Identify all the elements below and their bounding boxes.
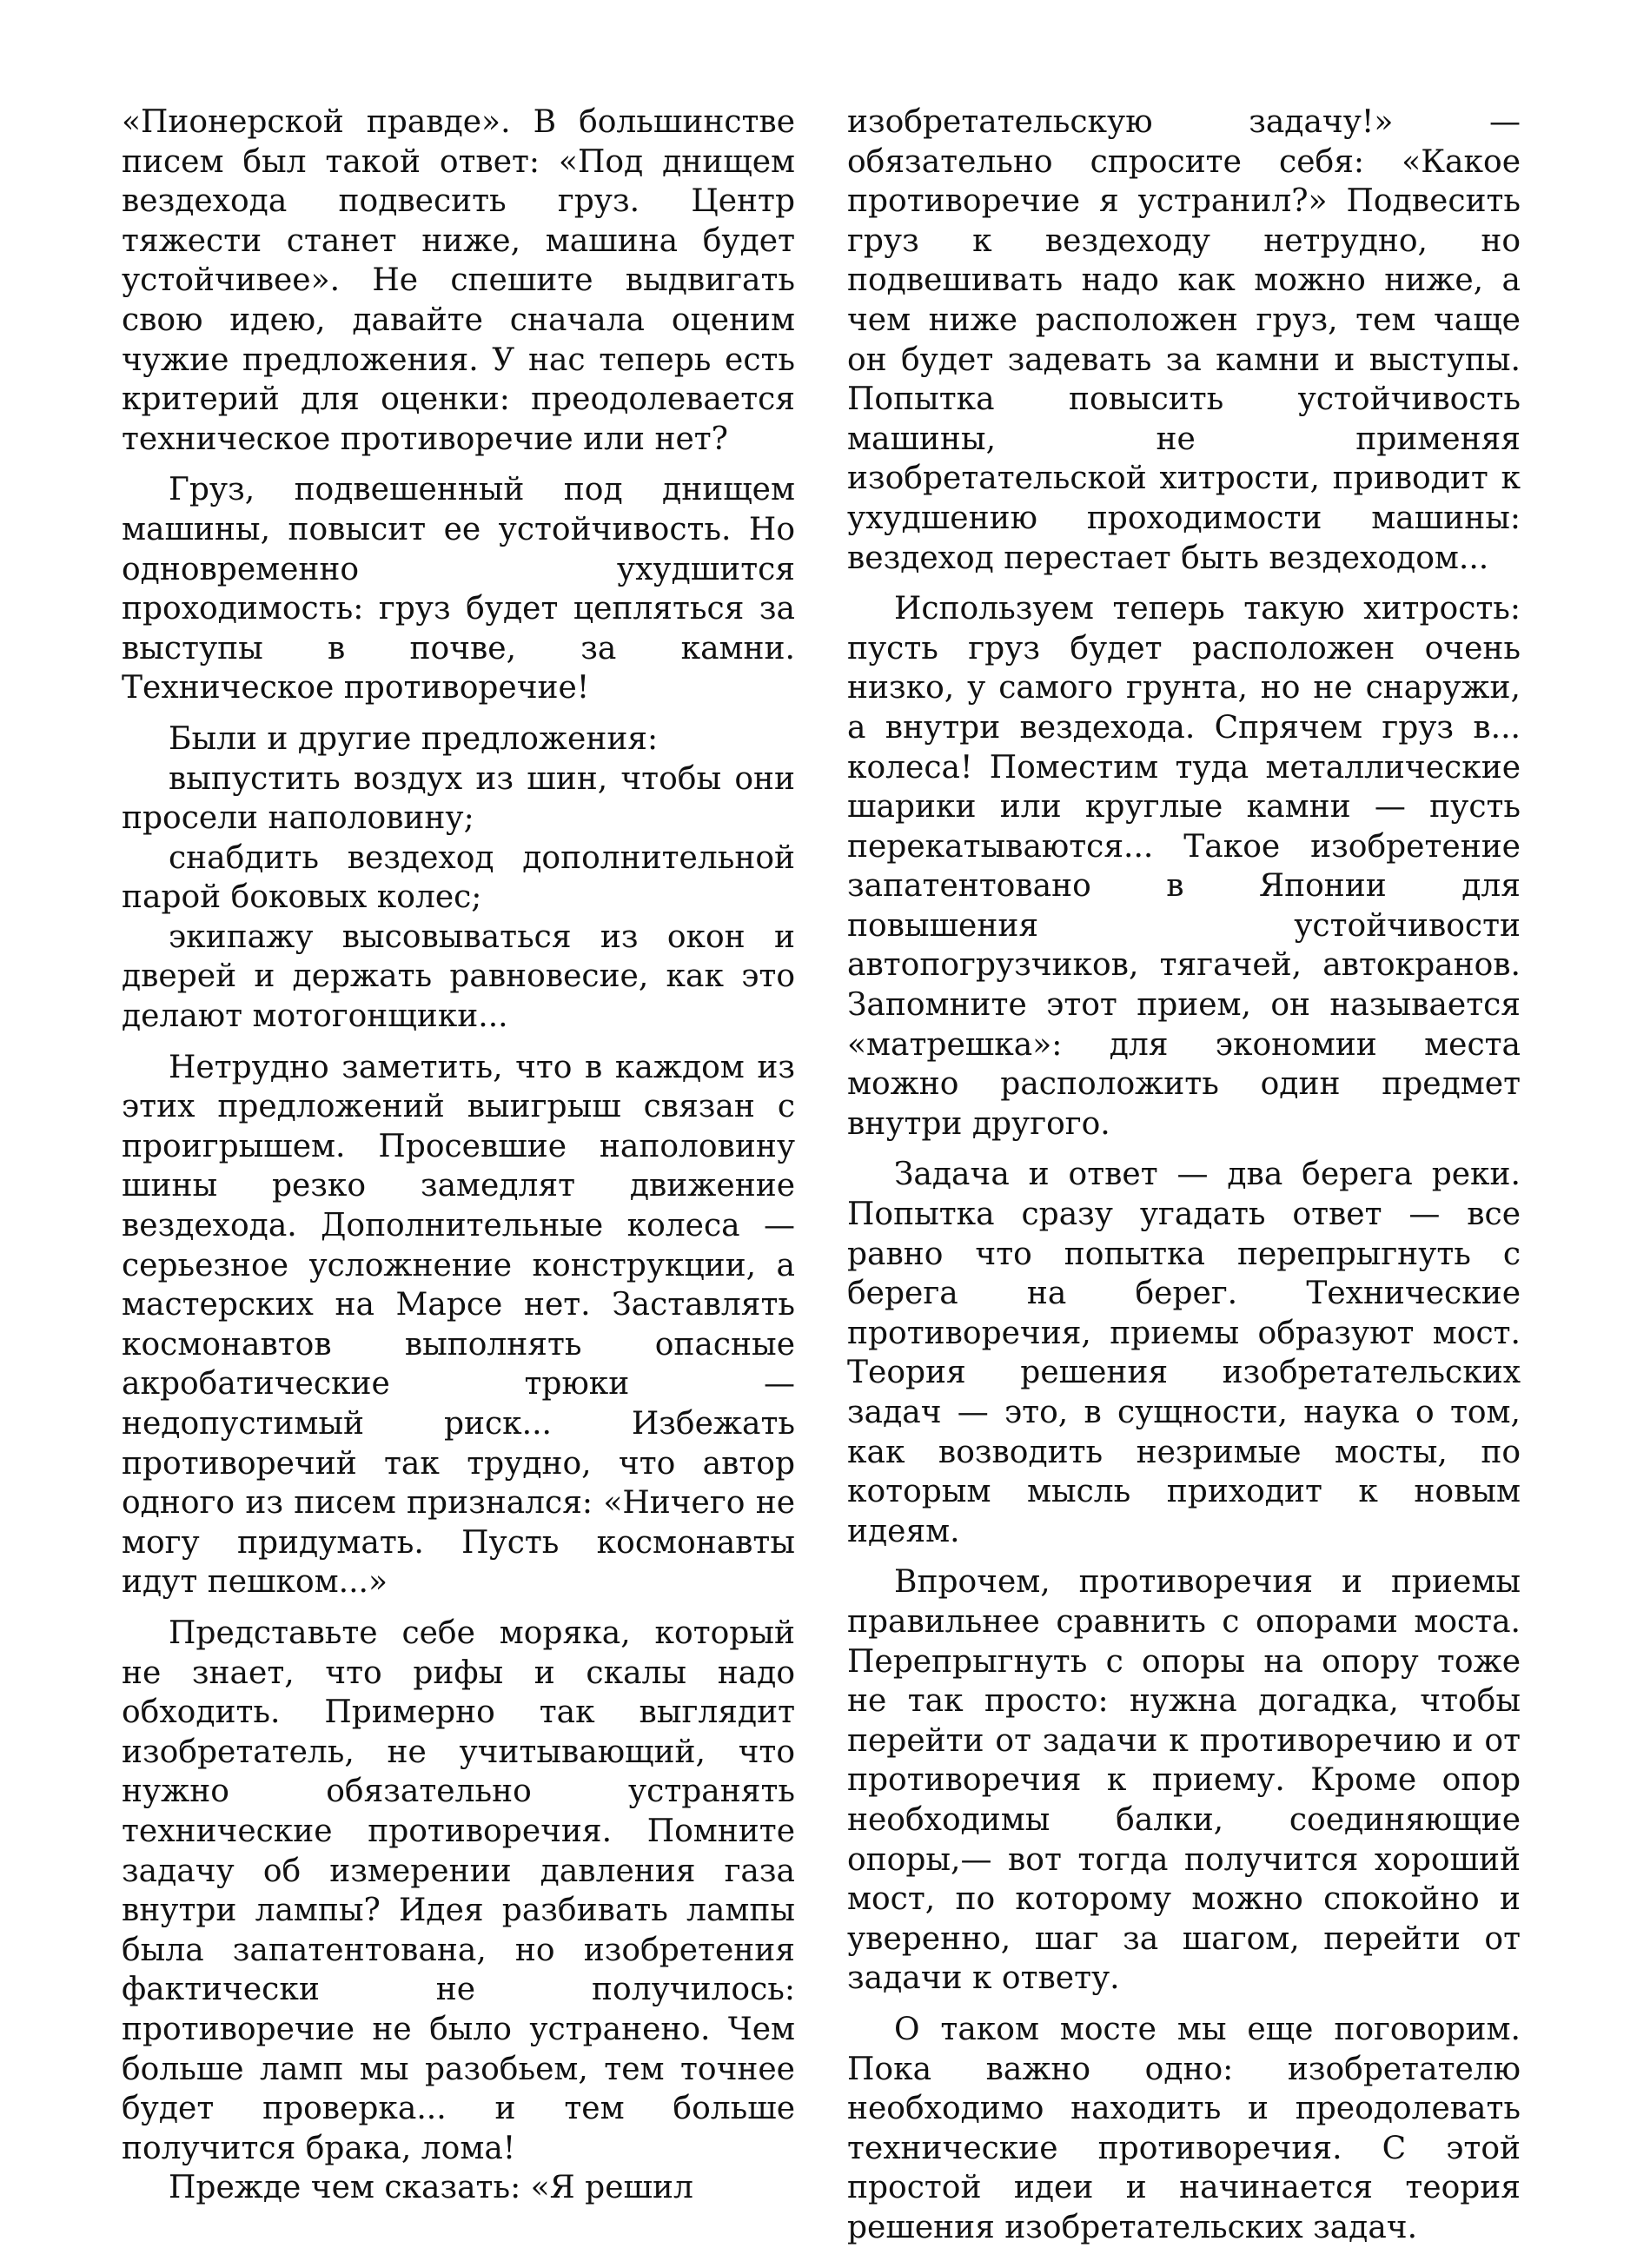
left-column: [122, 103, 795, 2219]
paragraph: Представьте себе моряка, который не знает, что рифы и скалы надо обходить. Примерно так выглядит изобретатель, не учитывающий, что нужно обязательно устранять технические противоречия. Помните задачу об измерении давления газа внутри лампы? Идея разбивать лампы была запатентована, но изобретения фактически не получилось: противоречие не было устранено. Чем больше ламп мы разобьем, тем точнее будет проверка... и тем больше получится брака, лома!: [122, 1615, 795, 2166]
paragraph: О таком мосте мы еще поговорим. Пока важно одно: изобретателю необходимо находить и преодолевать технические противоречия. С этой простой идеи и начинается теория решения изобретательских задач.: [847, 2011, 1521, 2245]
paragraph: Прежде чем сказать: «Я решил: [169, 2170, 693, 2206]
paragraph: Используем теперь такую хитрость: пусть груз будет расположен очень низко, у самого грунта, но не снаружи, а внутри вездехода. Спрячем груз в... колеса! Поместим туда металлические шарики или круглые камни — пусть перекатываются... Такое изобретение запатентовано в Японии для повышения устойчивости автопогрузчиков, тягачей, автокранов. Запомните этот прием, он называется «матрешка»: для экономии места можно расположить один предмет внутри другого.: [847, 591, 1521, 1142]
paragraph: «Пионерской правде». В большинстве писем был такой ответ: «Под днищем вездехода подвесить груз. Центр тяжести станет ниже, машина будет устойчивее». Не спешите выдвигать свою идею, давайте сначала оценим чужие предложения. У нас теперь есть критерий для оценки: преодолевается техническое противоречие или нет?: [122, 104, 795, 457]
paragraph: Задача и ответ — два берега реки. Попытка сразу угадать ответ — все равно что попытка перепрыгнуть с берега на берег. Технические противоречия, приемы образуют мост. Теория решения изобретательских задач — это, в сущности, наука о том, как возводить незримые мосты, по которым мысль приходит к новым идеям.: [847, 1157, 1521, 1549]
list-item: снабдить вездеход дополнительной парой боковых колес;: [122, 839, 795, 916]
paragraph: Нетрудно заметить, что в каждом из этих предложений выигрыш связан с проигрышем. Просевшие наполовину шины резко замедлят движение вездехода. Дополнительные колеса — серьезное усложнение конструкции, а мастерских на Марсе нет. Заставлять космонавтов выполнять опасные акробатические трюки — недопустимый риск... Избежать противоречий так трудно, что автор одного из писем признался: «Ничего не могу придумать. Пусть космонавты идут пешком...»: [122, 1049, 795, 1601]
list-item: экипажу высовываться из окон и дверей и держать равновесие, как это делают мотогонщики...: [122, 918, 795, 1035]
right-column: [847, 103, 1521, 2258]
paragraph: Груз, подвешенный под днищем машины, повысит ее устойчивость. Но одновременно ухудшится проходимость: груз будет цепляться за выступы в почве, за камни. Техническое противоречие!: [122, 472, 795, 706]
paragraph: Были и другие предложения:: [169, 720, 659, 757]
list-item: выпустить воздух из шин, чтобы они просели наполовину;: [122, 760, 795, 837]
paragraph: Впрочем, противоречия и приемы правильнее сравнить с опорами моста. Перепрыгнуть с опоры на опору тоже не так просто: нужна догадка, чтобы перейти от задачи к противоречию и от противоречия к приему. Кроме опор необходимы балки, соединяющие опоры,— вот тогда получится хороший мост, по которому можно спокойно и уверенно, шаг за шагом, перейти от задачи к ответу.: [847, 1564, 1521, 1997]
paragraph: изобретательскую задачу!» — обязательно спросите себя: «Какое противоречие я устранил?» Подвесить груз к вездеходу нетрудно, но подвешивать надо как можно ниже, а чем ниже расположен груз, тем чаще он будет задевать за камни и выступы. Попытка повысить устойчивость машины, не применяя изобретательской хитрости, приводит к ухудшению проходимости машины: вездеход перестает быть вездеходом...: [847, 104, 1521, 576]
